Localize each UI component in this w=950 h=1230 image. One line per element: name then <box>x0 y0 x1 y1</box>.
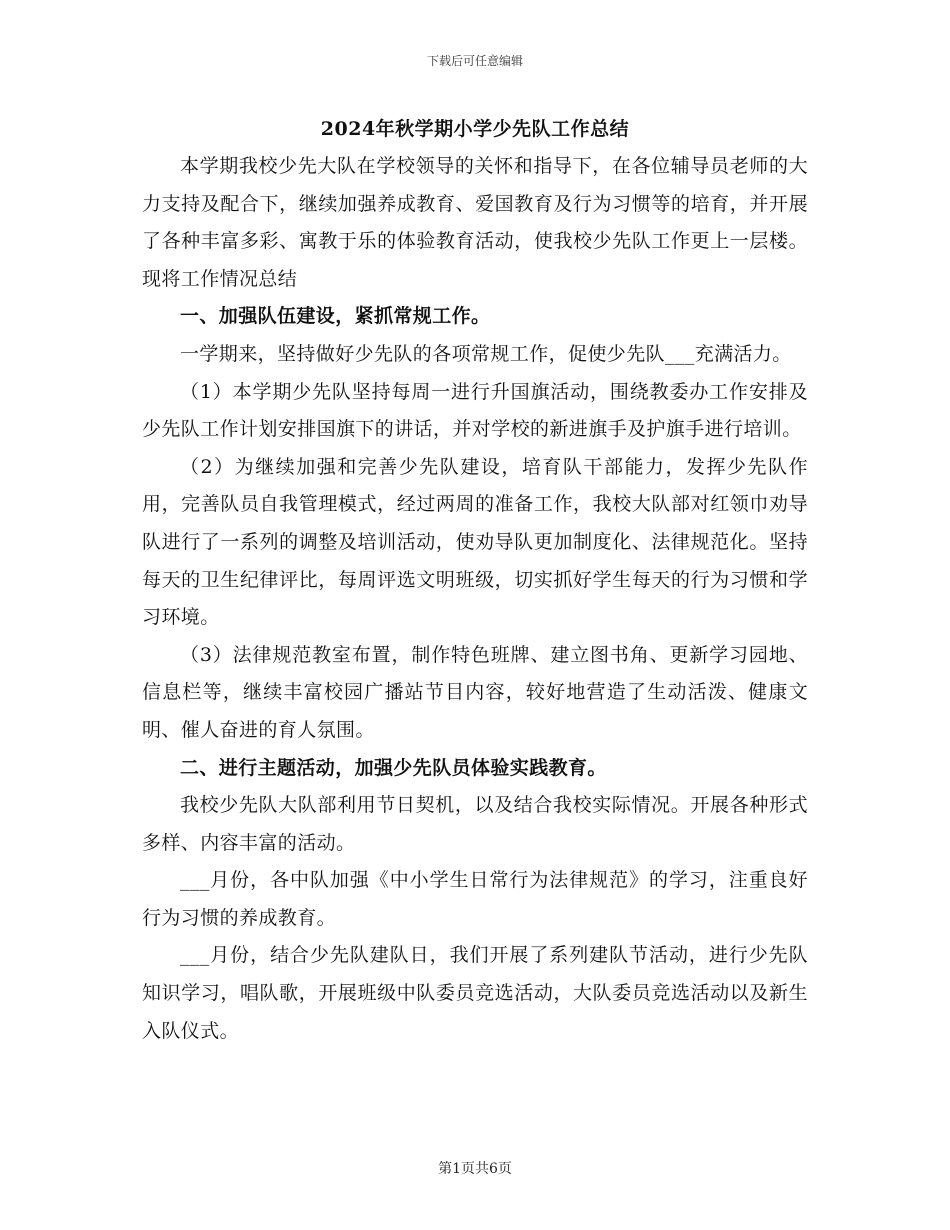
page-number: 第1页共6页 <box>438 1161 512 1177</box>
section-heading-1: 一、加强队伍建设，紧抓常规工作。 <box>180 305 491 328</box>
item-2-paragraph: （2）为继续加强和完善少先队建设，培育队干部能力，发挥少先队作用，完善队员自我管理模式，经过两周的准备工作，我校大队部对红领巾劝导队进行了一系列的调整及培训活动，使劝导队更加制度化、法律规范化。坚持每天的卫生纪律评比，每周评选文明班级，切实抓好学生每天的行为习惯和学习环境。 <box>142 455 808 629</box>
document-body <box>142 110 808 1050</box>
intro-paragraph: 本学期我校少先大队在学校领导的关怀和指导下，在各位辅导员老师的大力支持及配合下，继续加强养成教育、爱国教育及行为习惯等的培育，并开展了各种丰富多彩、寓教于乐的体验教育活动，使我校少先队工作更上一层楼。现将工作情况总结 <box>142 155 808 290</box>
section-2-paragraph: 我校少先队大队部利用节日契机，以及结合我校实际情况。开展各种形式多样、内容丰富的活动。 <box>142 794 808 854</box>
item-1-paragraph: （1）本学期少先队坚持每周一进行升国旗活动，围绕教委办工作安排及少先队工作计划安排国旗下的讲话，并对学校的新进旗手及护旗手进行培训。 <box>142 380 808 441</box>
item-3-paragraph: （3）法律规范教室布置，制作特色班牌、建立图书角、更新学习园地、信息栏等，继续丰富校园广播站节目内容，较好地营造了生动活泼、健康文明、催人奋进的育人氛围。 <box>142 643 808 741</box>
section-1-paragraph: 一学期来，坚持做好少先队的各项常规工作，促使少先队___充满活力。 <box>180 342 792 365</box>
month-paragraph-1: ___月份，各中队加强《中小学生日常行为法律规范》的学习，注重良好行为习惯的养成教育。 <box>142 869 808 929</box>
page-header-note: 下载后可任意编辑 <box>426 54 523 68</box>
document-title: 2024年秋学期小学少先队工作总结 <box>320 118 630 140</box>
month-paragraph-2: ___月份，结合少先队建队日，我们开展了系列建队节活动，进行少先队知识学习，唱队歌，开展班级中队委员竞选活动，大队委员竞选活动以及新生入队仪式。 <box>142 944 808 1042</box>
section-heading-2: 二、进行主题活动，加强少先队员体验实践教育。 <box>180 756 607 779</box>
